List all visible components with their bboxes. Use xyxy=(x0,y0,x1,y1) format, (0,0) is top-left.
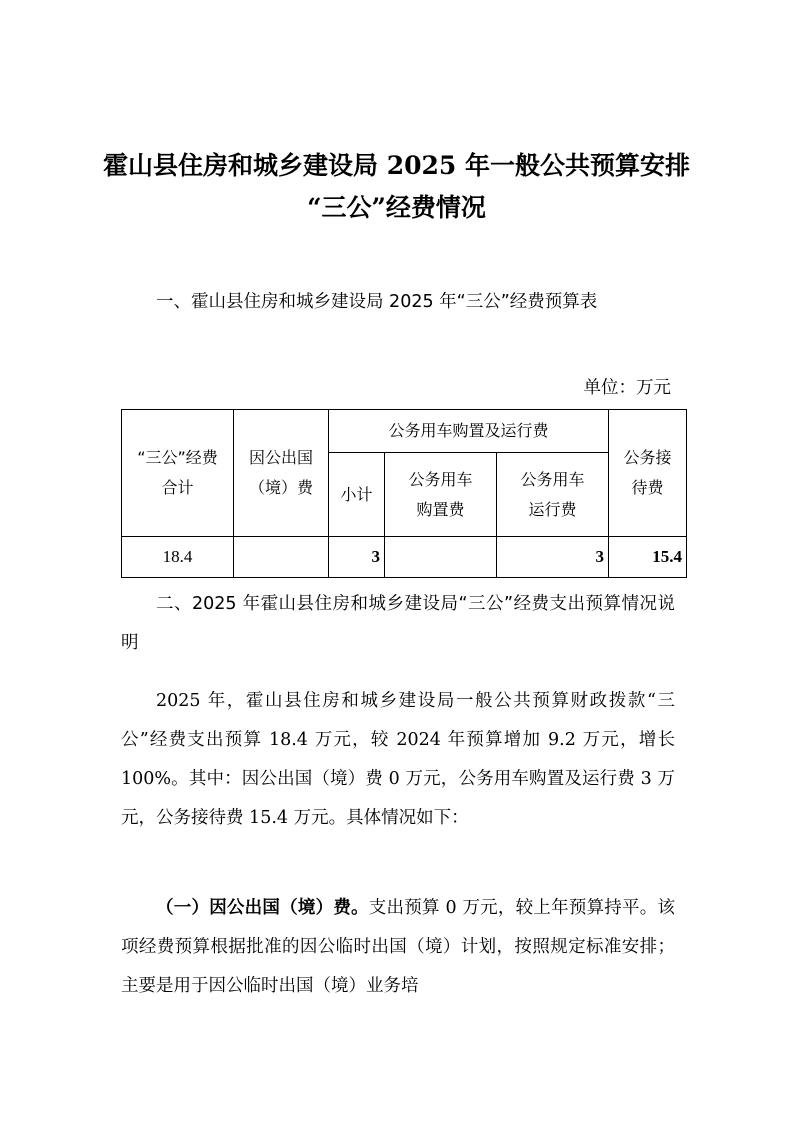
cell-subtotal: 3 xyxy=(329,537,385,578)
header-total: “三公”经费合计 xyxy=(122,410,234,537)
header-reception: 公务接待费 xyxy=(609,410,687,537)
unit-label: 单位：万元 xyxy=(583,378,671,398)
budget-table xyxy=(121,409,687,578)
header-operation: 公务用车运行费 xyxy=(497,453,609,537)
header-vehicle: 公务用车购置及运行费 xyxy=(329,410,609,453)
item-1-title: （一）因公出国（境）费。 xyxy=(156,898,369,918)
cell-operation: 3 xyxy=(497,537,609,578)
section-2-body: 2025 年，霍山县住房和城乡建设局一般公共预算财政拨款“三公”经费支出预算 18.4 万元，较 2024 年预算增加 9.2 万元，增长 100%。其中：因公出国（境）费 0 万元，公务用车购置及运行费 3 万元，公务接待费 15.4 万元。具体情况如下： xyxy=(121,691,675,828)
cell-total: 18.4 xyxy=(122,537,234,578)
document-title-line-1: 霍山县住房和城乡建设局 2025 年一般公共预算安排 xyxy=(103,151,690,180)
cell-purchase xyxy=(385,537,497,578)
header-subtotal: 小计 xyxy=(329,453,385,537)
header-abroad: 因公出国（境）费 xyxy=(234,410,329,537)
document-title-line-2: “三公”经费情况 xyxy=(307,193,486,222)
cell-abroad xyxy=(234,537,329,578)
header-purchase: 公务用车购置费 xyxy=(385,453,497,537)
cell-reception: 15.4 xyxy=(609,537,687,578)
item-1-paragraph xyxy=(121,889,675,1006)
section-1-heading: 一、霍山县住房和城乡建设局 2025 年“三公”经费预算表 xyxy=(156,292,598,312)
section-2-heading: 二、2025 年霍山县住房和城乡建设局“三公”经费支出预算情况说明 xyxy=(121,594,675,653)
item-1-body: 支出预算 0 万元，较上年预算持平。该项经费预算根据批准的因公临时出国（境）计划，按照规定标准安排；主要是用于因公临时出国（境）业务培 xyxy=(121,898,676,996)
